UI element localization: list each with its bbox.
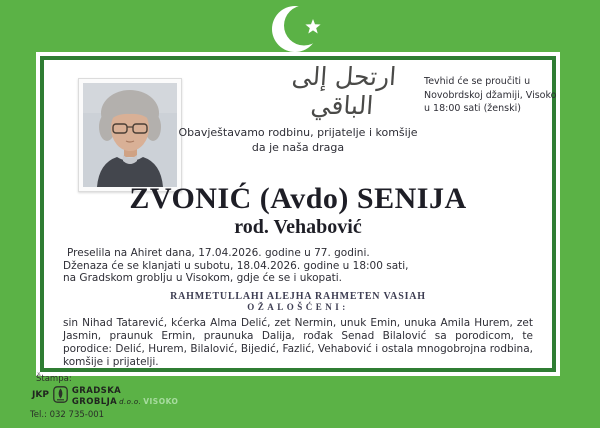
printer-info bbox=[30, 374, 178, 420]
death-line-1: Preselila na Ahiret dana, 17.04.2026. godine u 77. godini. bbox=[67, 247, 370, 259]
company-name bbox=[72, 387, 179, 407]
prayer-text: RAHMETULLAHI ALEJHA RAHMETEN VASIAH bbox=[170, 291, 426, 302]
notice-card bbox=[40, 56, 556, 372]
company-name-groblja: GROBLJA bbox=[71, 396, 118, 407]
tevhid-line: Tevhid će se proučiti u bbox=[424, 76, 531, 87]
crescent-star-icon bbox=[253, 1, 347, 59]
mourners-list: sin Nihad Tatarević, kćerka Alma Delić, zet Nermin, unuk Emin, unuka Amila Hurem, zet Jasmin, praunuk Ermin, praunuka Dalija, rođak Senad Bilalović sa porodicom, te porodice: Delić, Hurem, Bilalović, Bijedić, Fazlić, Vehabović i ostala mnogobrojna rodbina, komšije i prijatelji. bbox=[63, 317, 533, 368]
tevhid-line: Novobrdskoj džamiji, Visoko bbox=[424, 89, 557, 101]
death-line-2: Dženaza će se klanjati u subotu, 18.04.2026. godine u 18:00 sati, bbox=[63, 259, 409, 272]
company-row bbox=[32, 386, 178, 407]
intro-line-1: Obavještavamo rodbinu, prijatelje i komšije bbox=[178, 126, 418, 139]
deceased-name: ZVONIĆ (Avdo) SENIJA bbox=[129, 182, 467, 215]
company-prefix: JKP bbox=[32, 390, 49, 400]
cemetery-logo-icon bbox=[53, 386, 68, 407]
intro-line-2: da je naša draga bbox=[251, 140, 345, 154]
notice-card-inner bbox=[44, 60, 557, 368]
company-city: VISOKO bbox=[143, 396, 179, 406]
company-name-line-1: GRADSKA bbox=[71, 386, 122, 396]
tevhid-line: u 18:00 sati (ženski) bbox=[424, 103, 521, 114]
maiden-name: rod. Vehabović bbox=[234, 216, 362, 238]
phone-number: Tel.: 032 735-001 bbox=[30, 410, 105, 420]
company-name-line-2 bbox=[72, 397, 179, 408]
tevhid-notice bbox=[424, 75, 564, 116]
mourners-label: OŽALOŠĆENI: bbox=[247, 302, 349, 312]
intro-text bbox=[44, 126, 552, 155]
death-line-3: na Gradskom groblju u Visokom, gdje će se i ukopati. bbox=[63, 272, 342, 284]
company-suffix: d.o.o. bbox=[119, 397, 142, 406]
arabic-calligraphy: ارتحل إلى الباقي bbox=[290, 62, 398, 120]
stampa-label: Štampa: bbox=[36, 374, 72, 384]
death-details bbox=[63, 247, 533, 285]
